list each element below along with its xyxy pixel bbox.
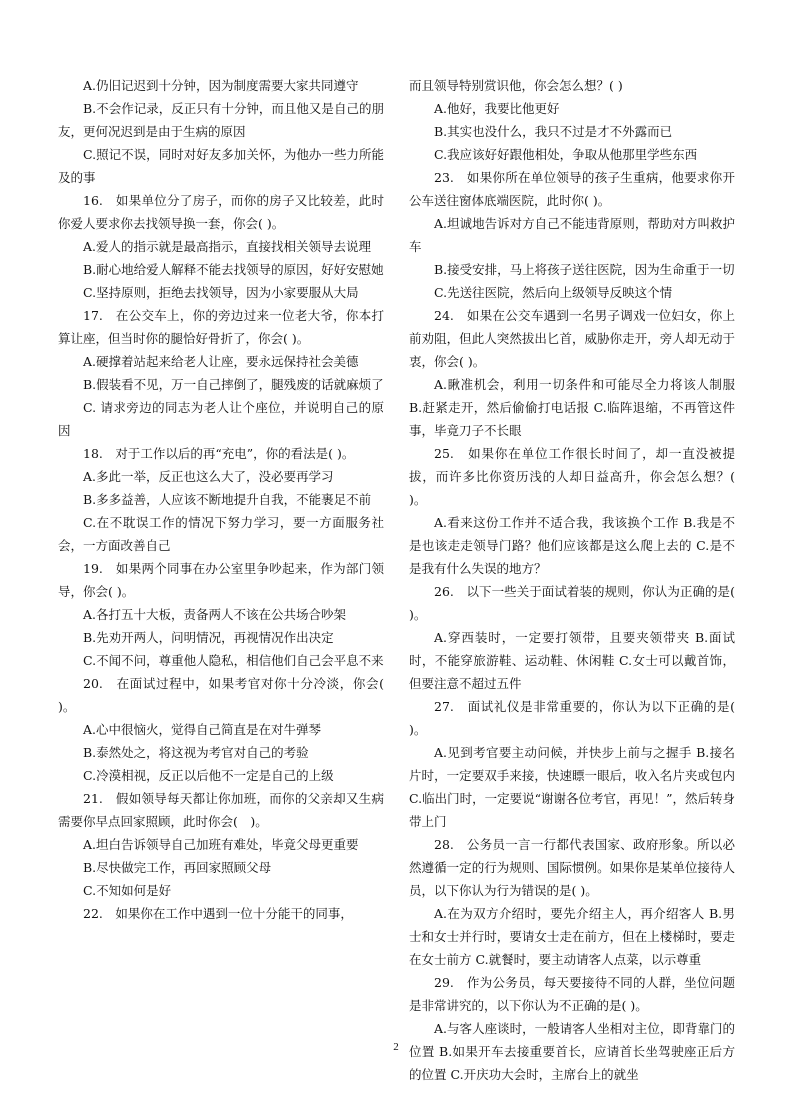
paragraph: A.穿西装时，一定要打领带，且要夹领带夹 B.面试时，不能穿旅游鞋、运动鞋、休闲鞋 C.女士可以戴首饰，但要注意不超过五件 [409,630,735,691]
paragraph: A.多此一举，反正也这么大了，没必要再学习 [83,469,334,484]
paragraph: A.瞅准机会，利用一切条件和可能尽全力将该人制服 B.赶紧走开，然后偷偷打电话报 C.临阵退缩，不再管这件事，毕竟刀子不长眼 [409,377,735,438]
paragraph: C.先送往医院，然后向上级领导反映这个情 [434,285,673,300]
paragraph: A.各打五十大板，责备两人不该在公共场合吵架 [83,607,347,622]
paragraph: B.接受安排，马上将孩子送往医院，因为生命重于一切 [434,262,735,277]
paragraph: B.尽快做完工作，再回家照顾父母 [83,860,272,875]
paragraph: A.仍旧记迟到十分钟，因为制度需要大家共同遵守 [83,78,359,93]
question-29: 29. 作为公务员，每天要接待不同的人群，坐位问题是非常讲究的，以下你认为不正确的是( )。 [409,975,735,1013]
paragraph: B.泰然处之，将这视为考官对自己的考验 [83,745,309,760]
paragraph: B.假装看不见，万一自己摔倒了，腿残废的话就麻烦了 [83,377,384,392]
paragraph: A.硬撑着站起来给老人让座，要永远保持社会美德 [83,354,359,369]
paragraph: A.坦白告诉领导自己加班有难处，毕竟父母更重要 [83,837,359,852]
paragraph: C.照记不误，同时对好友多加关怀，为他办一些力所能及的事 [58,147,384,185]
paragraph: A.他好，我要比他更好 [434,101,560,116]
paragraph: A.见到考官要主动问候，并快步上前与之握手 B.接名片时，一定要双手来接，快速瞟一眼后，收入名片夹或包内 C.临出门时，一定要说“谢谢各位考官，再见！”，然后转身带上门 [409,745,735,829]
paragraph: A.爱人的指示就是最高指示，直接找相关领导去说理 [83,239,372,254]
question-21: 21. 假如领导每天都让你加班，而你的父亲却又生病需要你早点回家照顾，此时你会( )。 [58,791,384,829]
left-column [58,74,384,925]
paragraph: B.先劝开两人，问明情况，再视情况作出决定 [83,630,334,645]
paragraph: A.看来这份工作并不适合我，我该换个工作 B.我是不是也该走走领导门路？他们应该都是这么爬上去的 C.是不是我有什么失误的地方？ [409,515,735,576]
paragraph: B.其实也没什么，我只不过是才不外露而已 [434,124,673,139]
question-28: 28. 公务员一言一行都代表国家、政府形象。所以必然遵循一定的行为规则、国际惯例。如果你是某单位接待人员，以下你认为行为错误的是( )。 [409,837,735,898]
paragraph: A.坦诚地告诉对方自己不能违背原则，帮助对方叫救护车 [409,216,735,254]
paragraph: C.坚持原则，拒绝去找领导，因为小家要服从大局 [83,285,359,300]
paragraph: B.多多益善，人应该不断地提升自我，不能裹足不前 [83,492,372,507]
question-19: 19. 如果两个同事在办公室里争吵起来，作为部门领导，你会( )。 [58,561,384,599]
paragraph: C.我应该好好跟他相处，争取从他那里学些东西 [434,147,698,162]
paragraph: C. 请求旁边的同志为老人让个座位，并说明自己的原因 [58,400,384,438]
paragraph: 而且领导特别赏识他，你会怎么想？( ) [409,78,623,93]
page-number: 2 [393,1041,399,1053]
paragraph: A.在为双方介绍时，要先介绍主人，再介绍客人 B.男士和女士并行时，要请女士走在前方，但在上楼梯时，要走在女士前方 C.就餐时，要主动请客人点菜，以示尊重 [409,906,735,967]
question-27: 27. 面试礼仪是非常重要的，你认为以下正确的是( )。 [409,699,735,737]
question-24: 24. 如果在公交车遇到一名男子调戏一位妇女，你上前劝阻，但此人突然拔出匕首，威胁你走开，旁人却无动于衷，你会( )。 [409,308,735,369]
question-17: 17. 在公交车上，你的旁边过来一位老大爷，你本打算让座，但当时你的腿恰好骨折了，你会( )。 [58,308,384,346]
paragraph: B.不会作记录，反正只有十分钟，而且他又是自己的朋友，更何况迟到是由于生病的原因 [58,101,384,139]
question-18: 18. 对于工作以后的再“充电”，你的看法是( )。 [83,446,355,461]
question-22: 22. 如果你在工作中遇到一位十分能干的同事， [83,906,353,921]
paragraph: C.不闻不问，尊重他人隐私，相信他们自己会平息不来 [83,653,384,668]
paragraph: C.在不耽误工作的情况下努力学习，要一方面服务社会，一方面改善自己 [58,515,384,553]
paragraph: C.冷漠相视，反正以后他不一定是自己的上级 [83,768,334,783]
question-25: 25. 如果你在单位工作很长时间了，却一直没被提拔，而许多比你资历浅的人却日益高升，你会怎么想？( )。 [409,446,735,507]
question-26: 26. 以下一些关于面试着装的规则，你认为正确的是( )。 [409,584,735,622]
paragraph: C.不知如何是好 [83,883,172,898]
paragraph: A.心中很恼火，觉得自己简直是在对牛弹琴 [83,722,322,737]
paragraph: A.与客人座谈时，一般请客人坐相对主位，即背靠门的位置 B.如果开车去接重要首长，应请首长坐驾驶座正后方的位置 C.开庆功大会时，主席台上的就坐 [409,1021,735,1082]
question-23: 23. 如果你所在单位领导的孩子生重病，他要求你开公车送往窗体底端医院，此时你( )。 [409,170,735,208]
paragraph: B.耐心地给爱人解释不能去找领导的原因，好好安慰她 [83,262,384,277]
question-16: 16. 如果单位分了房子，而你的房子又比较差，此时你爱人要求你去找领导换一套，你会( )。 [58,193,384,231]
right-column [409,74,735,1086]
question-20: 20. 在面试过程中，如果考官对你十分冷淡，你会( )。 [58,676,384,714]
